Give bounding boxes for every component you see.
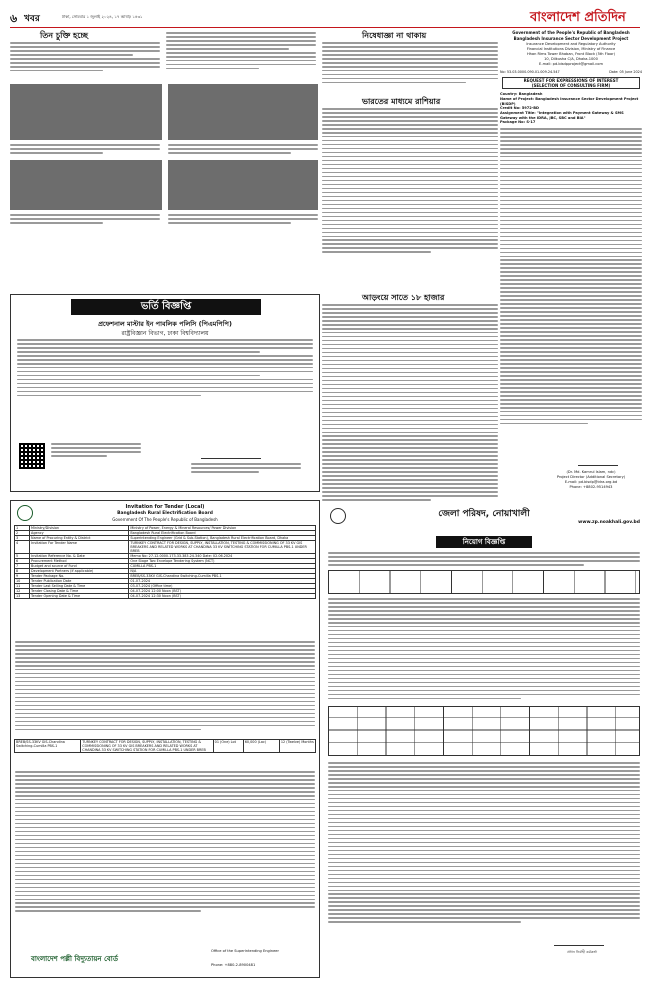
bid-completion: 12 (Twelve) Months [279,740,315,753]
bid-table [14,739,316,753]
tender-row-key: Tender Last Selling Date & Time [30,584,129,589]
story1-title: তিন চুক্তি হচ্ছে [40,31,89,40]
rfq-signer-role: Project Director (Additional Secretary) [556,475,626,479]
tender-row-value: Bangladesh Rural Electrification Board [129,531,316,536]
story3-title: ভারতের মাধ্যমে রাশিয়ার [362,97,441,106]
post-table-2 [328,706,640,756]
tender-row-index: 6 [15,559,30,564]
tender-footer-logo: বাংলাদেশ পল্লী বিদ্যুতায়ন বোর্ড [31,955,118,963]
tender-row-index: 5 [15,554,30,559]
noakhali-website: www.zp.noakhali.gov.bd [578,520,640,525]
rfq-division: Financial Institutions Division, Ministry of Finance [526,47,616,51]
masthead [10,6,640,28]
signature [201,445,261,459]
tender-row-index: 7 [15,564,30,569]
bid-desc: TURNKEY CONTRACT FOR DESIGN, SUPPLY, INSTALLATION, TESTING & COMMISSIONING OF 33 KV GIS BREAKERS AND RELATED WORKS AT CHANDINA 33 KV SWITCHING STATION FOR CUMILLA PBS-1 UNDER BREB [81,740,213,753]
qr-code [19,443,45,469]
noakhali-banner-text: নিয়োগ বিজ্ঞপ্তি [462,538,506,546]
rfq-city: 10, Dilkusha C/A, Dhaka-1000 [544,57,598,61]
tender-row-value: BREB/SS-33KV GIS-Chandina Switching-Cumilla PBS-1 [129,574,316,579]
tender-row [15,536,316,541]
tender-row-key: Development Partners (if applicable) [30,569,129,574]
rfq-gov: Government of the People's Republic of Bangladesh [512,30,630,35]
tender-row-index: 10 [15,579,30,584]
admission-banner-text: ভর্তি বিজ্ঞপ্তি [140,301,192,312]
rfq-date: Date: 05 June 2024 [609,70,642,74]
tender-head: Invitation for Tender (Local) [125,504,205,510]
tender-row-value: Ministry of Power, Energy & Mineral Resources/ Power Division [129,526,316,531]
rfq-assignment: Assignment Title: "Integration with Payment Gateway & SMS Gateway with the IDRA, JBC, SBC and BIA" [500,111,624,120]
admission-notice [10,294,320,492]
newspaper-logo: বাংলাদেশ প্রতিদিন [530,10,626,25]
tender-row-key: Tender Publication Date [30,579,129,584]
rfq-authority: Insurance Development and Regulatory Authority [526,42,616,46]
tender-row-key: Tender Closing Date & Time [30,589,129,594]
rfq-signer: (Dr. Md. Kamrul Islam, ndc) [566,470,616,474]
tender-org: Bangladesh Rural Electrification Board [117,511,213,516]
news-photo-2 [168,84,318,140]
left-news-area [10,30,320,290]
date-line: ঢাকা, সোমবার ১ জুলাই ২০২৪, ১৭ আষাঢ় ১৪৩১ [62,14,143,19]
section-label: খবর [24,14,40,24]
rfq-signature [578,458,618,466]
tender-table-wrap [14,525,316,599]
noakhali-title: জেলা পরিষদ, নোয়াখালী [438,509,530,519]
tender-row-index: 4 [15,541,30,554]
admission-subtitle: প্রফেশনাল মাস্টার ইন পাবলিক পলিসি (পিএমপিপি) [98,320,232,328]
news-photo-1 [10,84,162,140]
rfq-signer-phone: Phone: +8802-9514943 [569,485,613,489]
story2-title: নিষেধাজ্ঞা না থাকায় [362,31,427,40]
tender-row-value: 04-07-2024 12:00 Noon (BST) [129,589,316,594]
admission-banner [71,299,261,315]
rfq-project: Bangladesh Insurance Sector Development Project [513,36,629,41]
noakhali-notice [326,506,642,978]
tender-row-key: Tender Opening Date & Time [30,594,129,599]
tender-row-value: N/A [129,569,316,574]
news-photo-3 [10,160,162,210]
tender-row-value: 01-07-2024 [129,579,316,584]
tender-row-value: Memo No: 27.12.0000.173.33.383.24.340 Date: 02.06.2024 [129,554,316,559]
post-table-1 [328,570,640,594]
tender-row-key: Name of Procuring Entity & District [30,536,129,541]
rfq-memo: No: 53.03.0000.090.01.009.24.547 [500,70,560,74]
rfq-title2: (SELECTION OF CONSULTING FIRM) [531,83,611,88]
tender-footer-office: Office of the Superintending Engineer [211,949,279,953]
tender-row-value: 04-07-2024 12:30 Noon (BST) [129,594,316,599]
news-photo-4 [168,160,318,210]
tender-row-key: Budget and source of Fund [30,564,129,569]
admission-dept: রাষ্ট্রবিজ্ঞান বিভাগ, ঢাকা বিশ্ববিদ্যালয় [121,330,209,337]
rfq-country: Country: Bangladesh [500,92,543,96]
noakhali-banner [436,536,532,548]
tender-row-value: 03-07-2024 (Office time) [129,584,316,589]
tender-row-key: Ministry/Division [30,526,129,531]
rfq-project-name: Name of Project: Bangladesh Insurance Sector Development Project (BISDP) [500,97,639,106]
noakhali-signer-role: প্রধান নির্বাহী কর্মকর্তা [566,950,598,954]
tender-row-value: Superintending Engineer (Grid & Sub-Station), Bangladesh Rural Electrification Board, Dhaka [129,536,316,541]
tender-notice [10,500,320,978]
tender-row-index: 1 [15,526,30,531]
tender-row-key: Agency [30,531,129,536]
tender-row-index: 2 [15,531,30,536]
rfq-notice [500,30,642,500]
rfq-package: Package No: S-17 [500,120,536,124]
rfq-title1: REQUEST FOR EXPRESSIONS OF INTEREST [523,78,619,83]
page-number: ৬ [10,12,18,25]
tender-row [15,541,316,554]
tender-row-index: 8 [15,569,30,574]
noakhali-signature [554,936,604,946]
bid-package: BREB/SS-33KV GIS-Chandina Switching-Cumilla PBS-1 [15,740,81,753]
tender-footer-phone: Phone: +880-2-8900481 [211,963,256,967]
tender-row-value: TURNKEY CONTRACT FOR DESIGN, SUPPLY, INSTALLATION, TESTING & COMMISSIONING OF 33 KV GIS BREAKERS AND RELATED WORKS AT CHANDINA 33 KV SWITCHING STATION FOR CUMILLA PBS-1 UNDER BREB [129,541,316,554]
tender-row-key: Procurement Method [30,559,129,564]
tender-row-index: 9 [15,574,30,579]
tender-row-index: 12 [15,589,30,594]
bid-security: 60,000 (Lac) [243,740,279,753]
tender-row-index: 3 [15,536,30,541]
tender-row-value: CUMILLA PBS-1 [129,564,316,569]
rfq-address: Hhan Rims Tower Bhaban, Front Block (5th Floor) [526,52,616,56]
tender-row-key: Invitation Reference No. & Date [30,554,129,559]
story4-title: আড়ংয়ে সাতে ১৮ হাজার [362,293,445,302]
rfq-title-box [502,77,640,89]
tender-row-value: One Stage Two Envelope Tendering System (NCT) [129,559,316,564]
tender-row-key: Invitation For Tender Name [30,541,129,554]
tender-row-key: Tender Package No. [30,574,129,579]
tender-row-index: 11 [15,584,30,589]
tender-gov: Government Of The People's Republic of Bangladesh [112,517,218,522]
tender-row [15,594,316,599]
tender-table [14,525,316,599]
tender-row-index: 13 [15,594,30,599]
rfq-credit: Credit No: 5972-BD [500,106,540,110]
rfq-email: E-mail: pd.bisdpproject@gmail.com [539,62,603,66]
bid-qty: 01 (One) Lot [213,740,243,753]
rfq-signer-mail: E-mail: pd.bisdp@idra.org.bd [564,480,618,484]
bid-table-wrap [14,739,316,753]
